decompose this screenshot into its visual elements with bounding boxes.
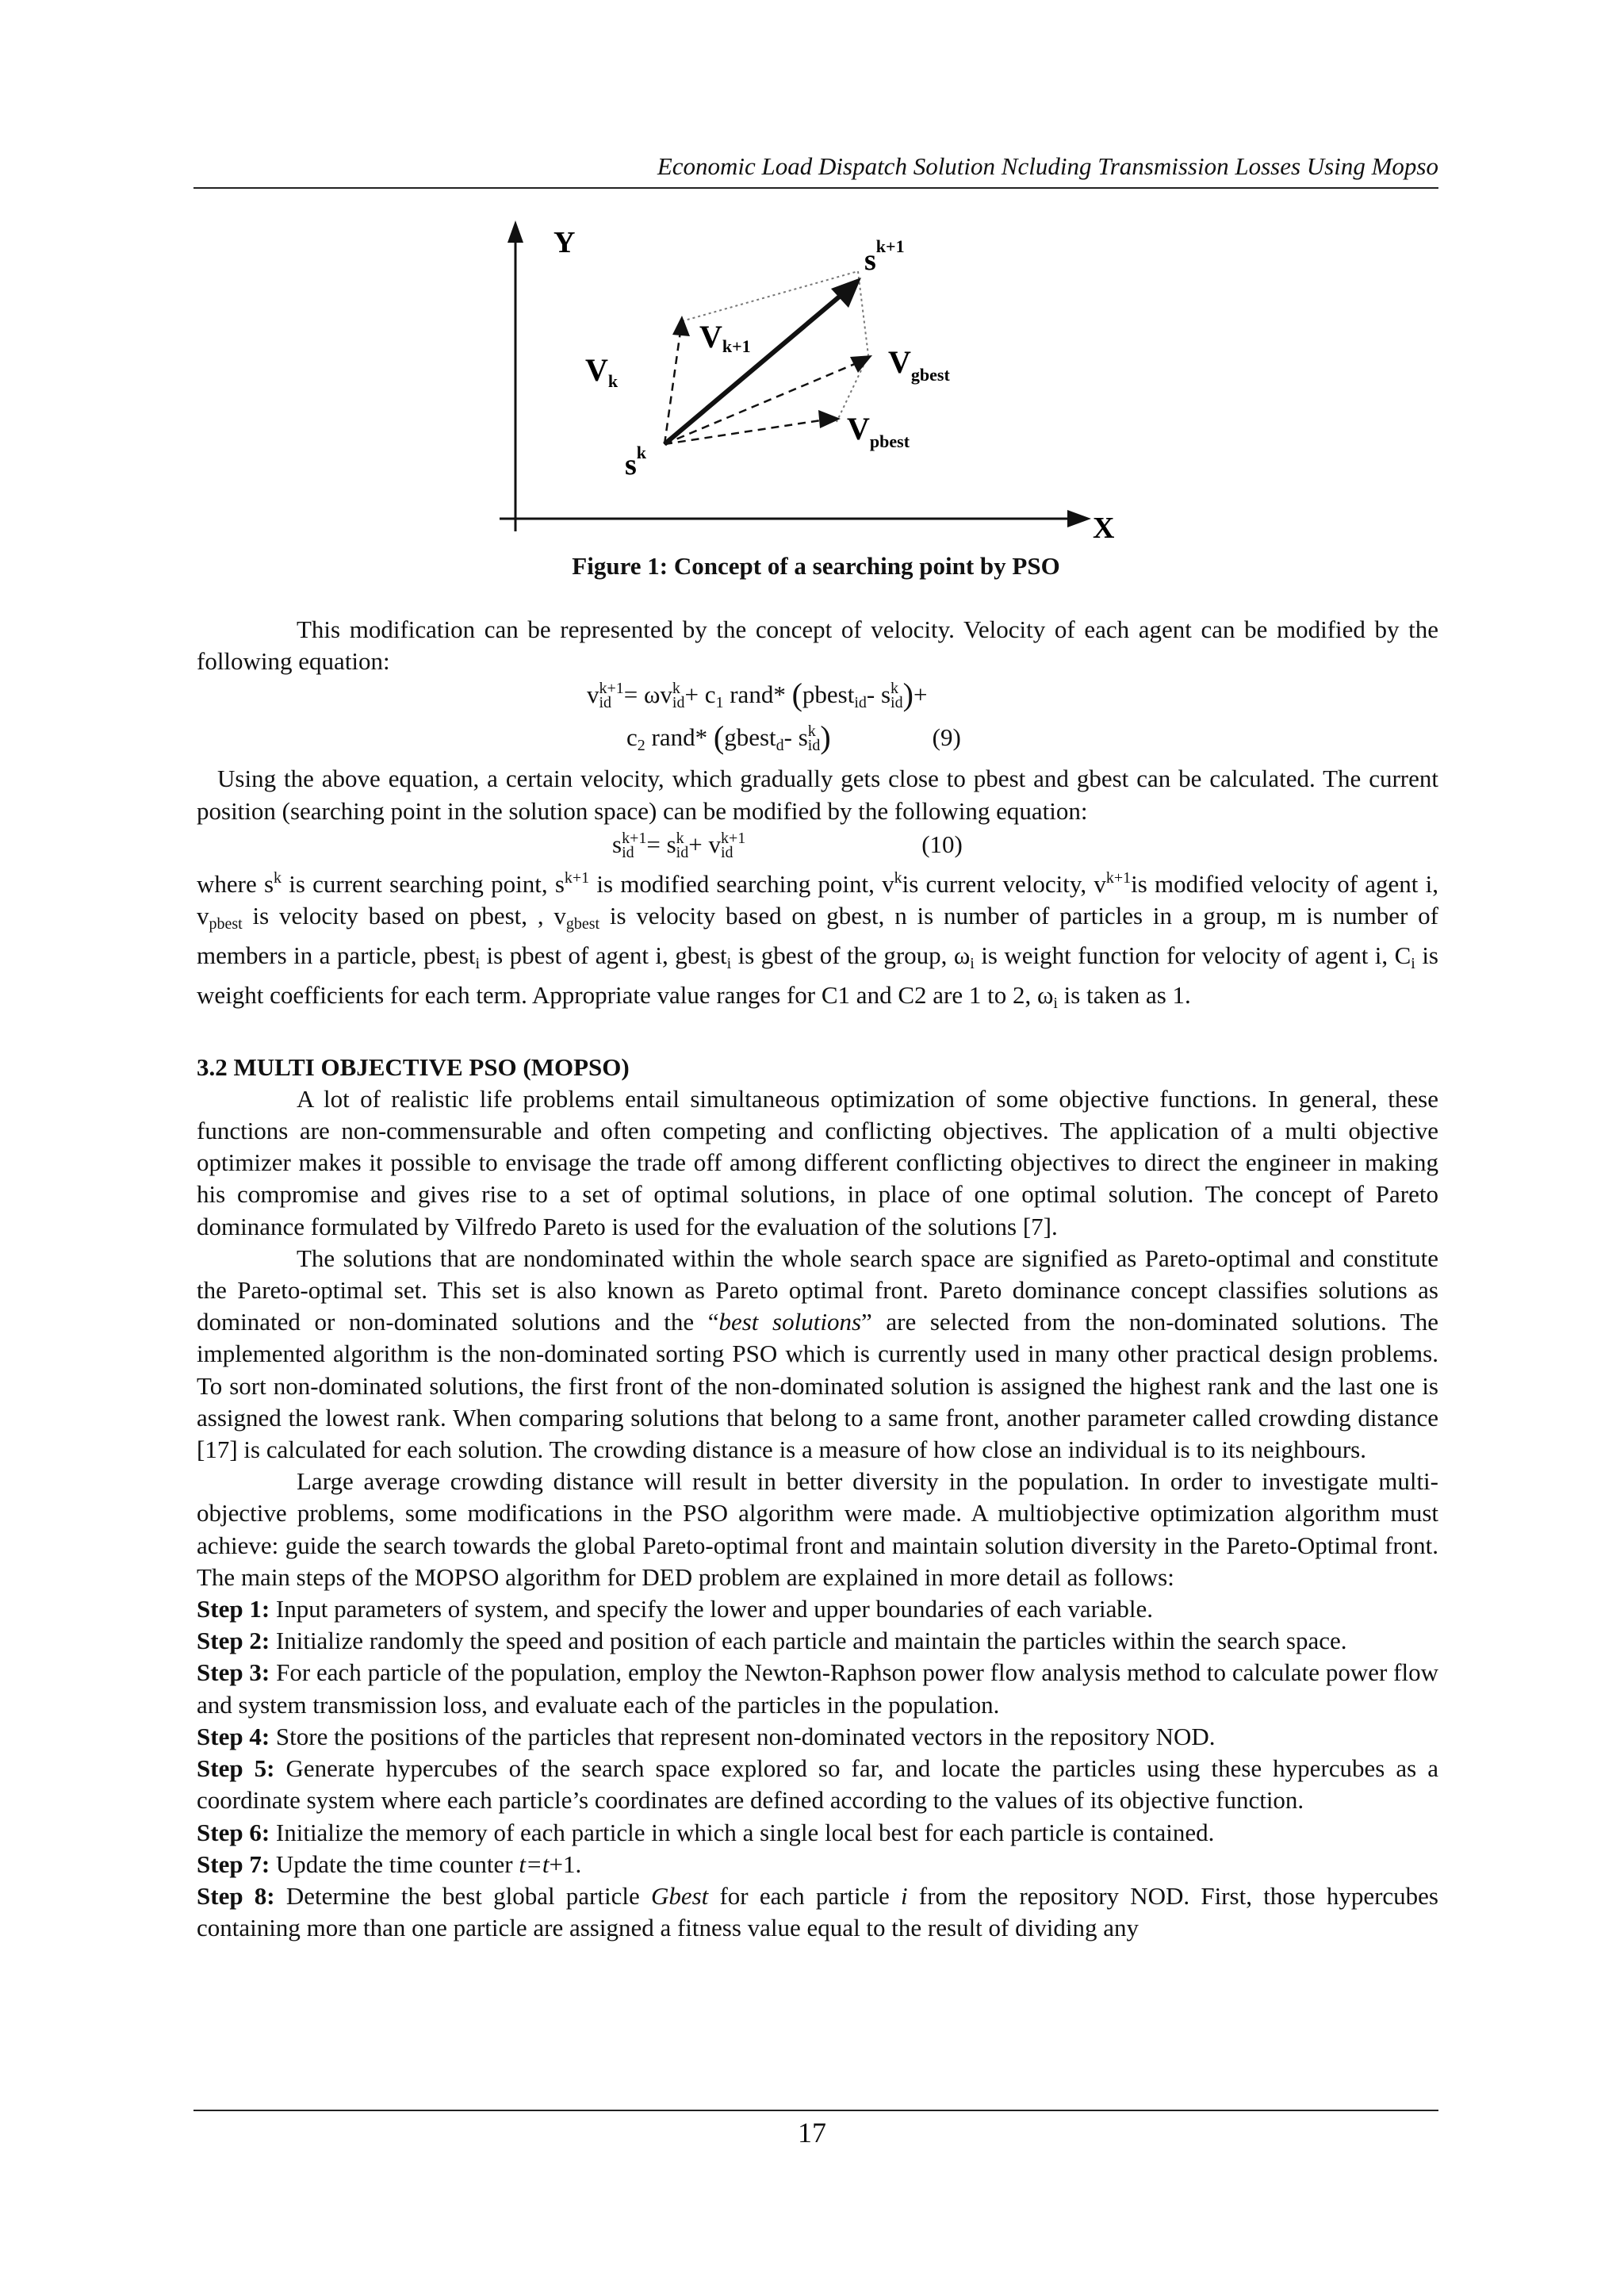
vk-dashed-vector	[665, 332, 680, 444]
running-header: Economic Load Dispatch Solution Ncluding Transmission Losses Using Mopso	[657, 152, 1438, 180]
step-5: Step 5: Generate hypercubes of the search space explored so far, and locate the particles using these hypercubes as a coordinate system where each particle’s coordinates are defined according to the values of its objective function.	[197, 1754, 1439, 1815]
paragraph-symbol-definitions: where $s^k$ is current searching point, $s^{k+1}$ is modified searching point, $v^kis$ current velocity, $v^{k+1}is$ modified velocity of agent i, $v_{pbest}$ is velocity based on pbest, , $v_{gbest}$ is velocity based on gbest, n is number of particles in a group, m is number of members in a particle, pbest$_i$ is pbest of agent i, gbest$_i$ is gbest of the group, $\omega_i$ is weight function for velocity of agent i, $C_i$ is weight coefficients for each term. Appropriate value ranges for C1 and C2 are 1 to 2, $\omega_i$ is taken as 1.	[197, 868, 1438, 1013]
vpbest-arrowhead	[818, 410, 841, 428]
step-6: Step 6: Initialize the memory of each particle in which a single local best for each particle is contained.	[197, 1818, 1215, 1846]
paragraph-position-update: Using the above equation, a certain velocity, which gradually gets close to pbest and gbest can be calculated. The current position (searching point in the solution space) can be modified by the following equation:	[197, 765, 1438, 825]
paragraph-velocity-intro: This modification can be represented by the concept of velocity. Velocity of each agent can be modified by the following equation:	[197, 615, 1438, 676]
x-axis-arrowhead	[1067, 510, 1091, 527]
page-number: 17	[798, 2117, 826, 2148]
step-3: Step 3: For each particle of the population, employ the Newton-Raphson power flow analysis method to calculate power flow and system transmission loss, and evaluate each of the particles in the population.	[197, 1658, 1439, 1719]
vk-label: $V_k$	[585, 352, 619, 391]
vk1-arrowhead	[831, 278, 861, 308]
dotted-line-sk1-to-vgbest	[858, 271, 868, 355]
y-axis-label: Y	[553, 226, 576, 259]
step-2: Step 2: Initialize randomly the speed and position of each particle and maintain the particles within the search space.	[197, 1627, 1347, 1655]
dotted-line-vk-to-sk1	[682, 271, 858, 321]
equation-10-number: (10)	[921, 830, 963, 858]
y-axis-arrowhead	[508, 220, 523, 243]
step-8: Step 8: Determine the best global particle Gbest for each particle i from the repository NOD. First, those hypercubes containing more than one particle are assigned a fitness value equal to the result of dividing any	[197, 1881, 1439, 1942]
paragraph-multi-objective-intro: A lot of realistic life problems entail simultaneous optimization of some objective functions. In general, these functions are non-commensurable and often competing and conflicting objectives. The application of a multi objective optimizer makes it possible to envisage the trade off among different conflicting objectives to direct the engineer in making his compromise and gives rise to a set of optimal solutions, in place of one optimal solution. The concept of Pareto dominance formulated by Vilfredo Pareto is used for the evaluation of the solutions [7].	[197, 1084, 1438, 1240]
vpbest-label: $V_{pbest}$	[847, 411, 910, 451]
pso-concept-figure	[492, 214, 1126, 555]
body-text	[197, 614, 1438, 1944]
section-heading-mopso: 3.2 MULTI OBJECTIVE PSO (MOPSO)	[197, 1052, 630, 1081]
vk-arrowhead	[672, 316, 690, 336]
equation-10: s k+1 id = s k id + v k+1 id (10)	[612, 829, 963, 861]
sk1-label: $s^{k+1}$	[864, 236, 905, 277]
figure-caption: Figure 1: Concept of a searching point by PSO	[572, 552, 1060, 580]
sk-label: $s^k$	[625, 443, 647, 481]
x-axis-label: X	[1093, 512, 1115, 545]
step-1: Step 1: Input parameters of system, and specify the lower and upper boundaries of each variable.	[197, 1595, 1154, 1623]
footer-rule	[193, 2110, 1438, 2111]
vgbest-label: $V_{gbest}$	[888, 344, 950, 385]
equation-9-line-2: $c_2$ rand* (gbest$_d$- s k id ) (9)	[626, 719, 961, 756]
vk1-label: Vk+1	[699, 319, 751, 356]
step-7: Step 7: Update the time counter t=t+1.	[197, 1849, 582, 1878]
paragraph-crowding-distance: Large average crowding distance will result in better diversity in the population. In order to investigate multi-objective problems, some modifications in the PSO algorithm were made. A multiobjective optimization algorithm must achieve: guide the search towards the global Pareto-optimal front and maintain solution diversity in the Pareto-Optimal front. The main steps of the MOPSO algorithm for DED problem are explained in more detail as follows:	[197, 1467, 1438, 1591]
equation-9-line-1: v k+1 id = ωv k id + $c_1$ rand* (pbest$_{id}$- s k id )+	[587, 677, 928, 713]
equation-9-number: (9)	[932, 723, 961, 752]
paragraph-pareto-optimal: The solutions that are nondominated within the whole search space are signified as Pareto-optimal and constitute the Pareto-optimal set. This set is also known as Pareto optimal front. Pareto dominance concept classifies solutions as dominated or non-dominated solutions and the “best solutions” are selected from the non-dominated solutions. The implemented algorithm is the non-dominated sorting PSO which is currently used in many other practical design problems. To sort non-dominated solutions, the first front of the non-dominated solution is assigned the highest rank and the last one is assigned the lowest rank. When comparing solutions that belong to a same front, another parameter called crowding distance [17] is calculated for each solution. The crowding distance is a measure of how close an individual is to its neighbours.	[197, 1244, 1438, 1464]
vgbest-dashed-vector	[665, 363, 856, 444]
step-4: Step 4: Store the positions of the particles that represent non-dominated vectors in the repository NOD.	[197, 1722, 1216, 1750]
header-rule	[193, 187, 1438, 189]
pso-vector-diagram	[492, 214, 1126, 555]
